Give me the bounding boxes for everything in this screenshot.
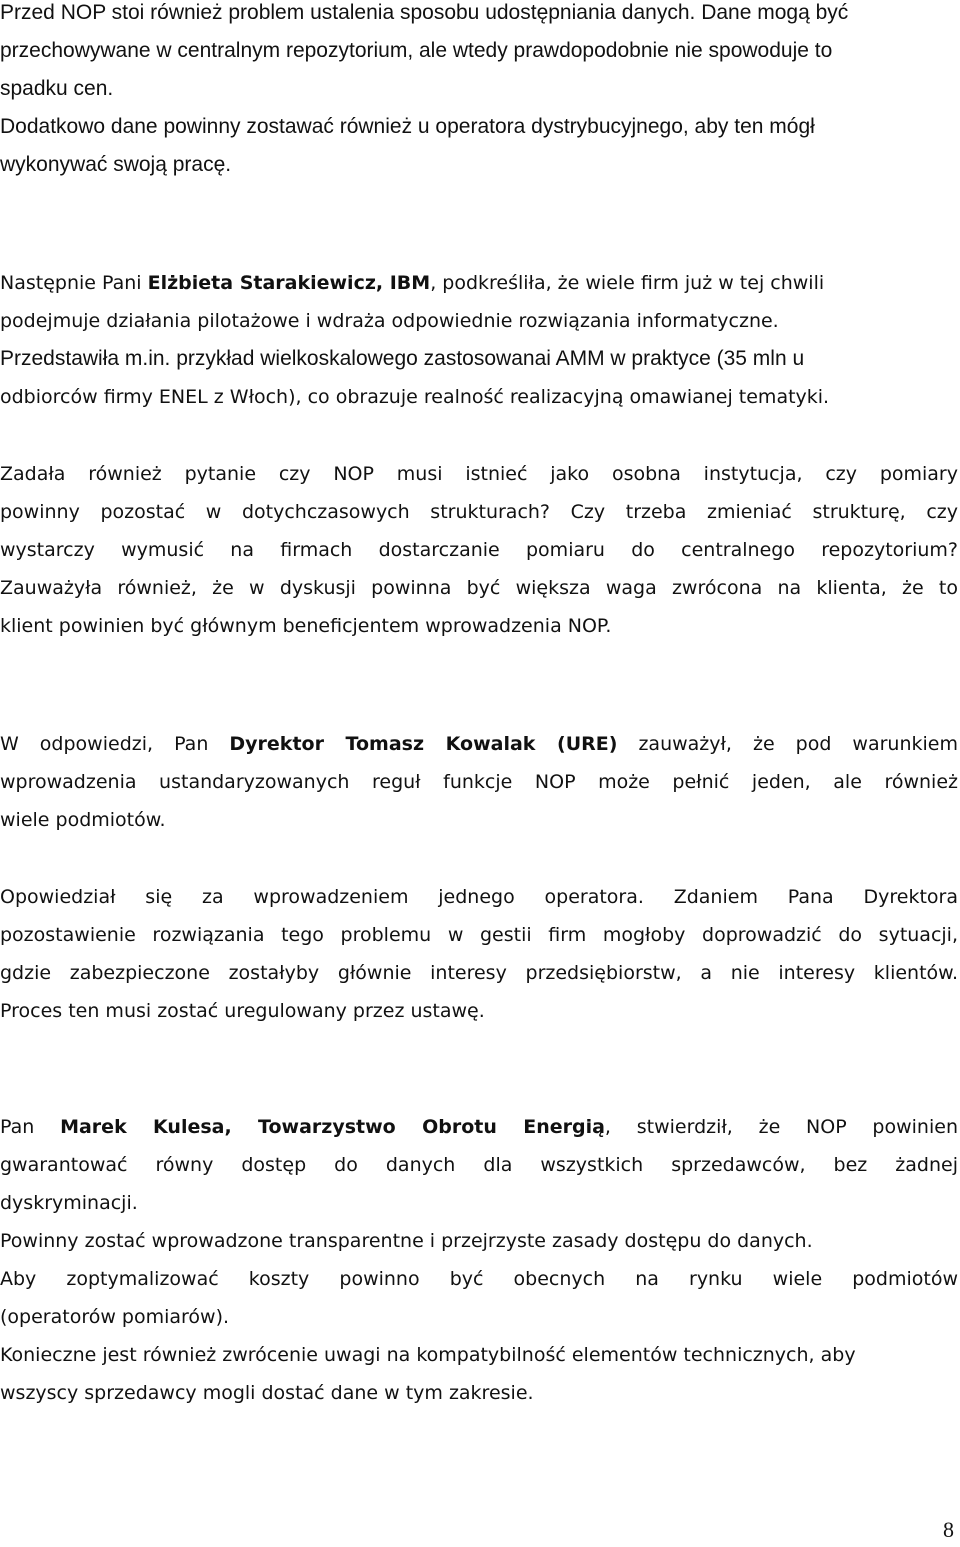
text-line: powinny pozostać w dotychczasowych strukturach? Czy trzeba zmieniać strukturę, czy [0,501,958,523]
speaker-name: Marek Kulesa, Towarzystwo Obrotu Energią [60,1116,605,1138]
text-line: Zadała również pytanie czy NOP musi istnieć jako osobna instytucja, czy pomiary [0,463,958,485]
text-span: W odpowiedzi, Pan [0,733,230,755]
text-line: Dodatkowo dane powinny zostawać również u operatora dystrybucyjnego, aby ten mógł [0,115,815,138]
text-line [0,1108,958,1146]
text-line: wszyscy sprzedawcy mogli dostać dane w tym zakresie. [0,1382,534,1404]
text-span: Następnie Pani [0,272,148,294]
text-span: , podkreśliła, że wiele firm już w tej chwili [430,272,825,294]
paragraph-ure-response [0,725,958,839]
text-line: podejmuje działania pilotażowe i wdraża odpowiednie rozwiązania informatyczne. [0,310,779,332]
text-line: Konieczne jest również zwrócenie uwagi na kompatybilność elementów technicznych, aby [0,1344,856,1366]
text-line: spadku cen. [0,77,114,100]
text-line: przechowywane w centralnym repozytorium, ale wtedy prawdopodobnie nie spowoduje to [0,39,833,62]
text-line [0,725,958,763]
text-line: gwarantować równy dostęp do danych dla wszystkich sprzedawców, bez żadnej [0,1154,958,1176]
text-line: gdzie zabezpieczone zostałyby głównie interesy przedsiębiorstw, a nie interesy klientów. [0,962,958,984]
paragraph-single-operator [0,878,958,1030]
text-line: Proces ten musi zostać uregulowany przez ustawę. [0,1000,485,1022]
text-line: Przedstawiła m.in. przykład wielkoskalowego zastosowanai AMM w praktyce (35 mln u [0,347,805,370]
text-line: dyskryminacji. [0,1192,138,1214]
paragraph-questions [0,455,958,645]
paragraph-tobe-statement [0,1108,958,1412]
text-span: Pan [0,1116,61,1138]
text-line: Zauważyła również, że w dyskusji powinna być większa waga zwrócona na klienta, że to [0,577,958,599]
text-line: wystarczy wymusić na firmach dostarczanie pomiaru do centralnego repozytorium? [0,539,958,561]
text-line: Aby zoptymalizować koszty powinno być obecnych na rynku wiele podmiotów [0,1268,958,1290]
text-line: Przed NOP stoi również problem ustalenia sposobu udostępniania danych. Dane mogą być [0,1,849,24]
text-line: Opowiedział się za wprowadzeniem jednego operatora. Zdaniem Pana Dyrektora [0,886,958,908]
text-line: odbiorców firmy ENEL z Włoch), co obrazuje realność realizacyjną omawianej tematyki. [0,386,830,408]
speaker-name: Dyrektor Tomasz Kowalak (URE) [229,733,618,755]
paragraph-data-sharing [0,0,958,184]
speaker-name: Elżbieta Starakiewicz, IBM [147,272,431,294]
text-line: wprowadzenia ustandaryzowanych reguł funkcje NOP może pełnić jeden, ale również [0,771,958,793]
page-number: 8 [943,1517,954,1542]
text-line: (operatorów pomiarów). [0,1306,230,1328]
text-span: , stwierdził, że NOP powinien [604,1116,958,1138]
text-line: wiele podmiotów. [0,809,166,831]
text-line [0,264,958,302]
paragraph-ibm-statement [0,264,958,416]
text-line: Powinny zostać wprowadzone transparentne i przejrzyste zasady dostępu do danych. [0,1230,813,1252]
text-line: wykonywać swoją pracę. [0,153,232,176]
text-line: klient powinien być głównym beneficjentem wprowadzenia NOP. [0,615,612,637]
text-line: pozostawienie rozwiązania tego problemu w gestii firm mogłoby doprowadzić do sytuacji, [0,924,958,946]
text-span: zauważył, że pod warunkiem [617,733,958,755]
